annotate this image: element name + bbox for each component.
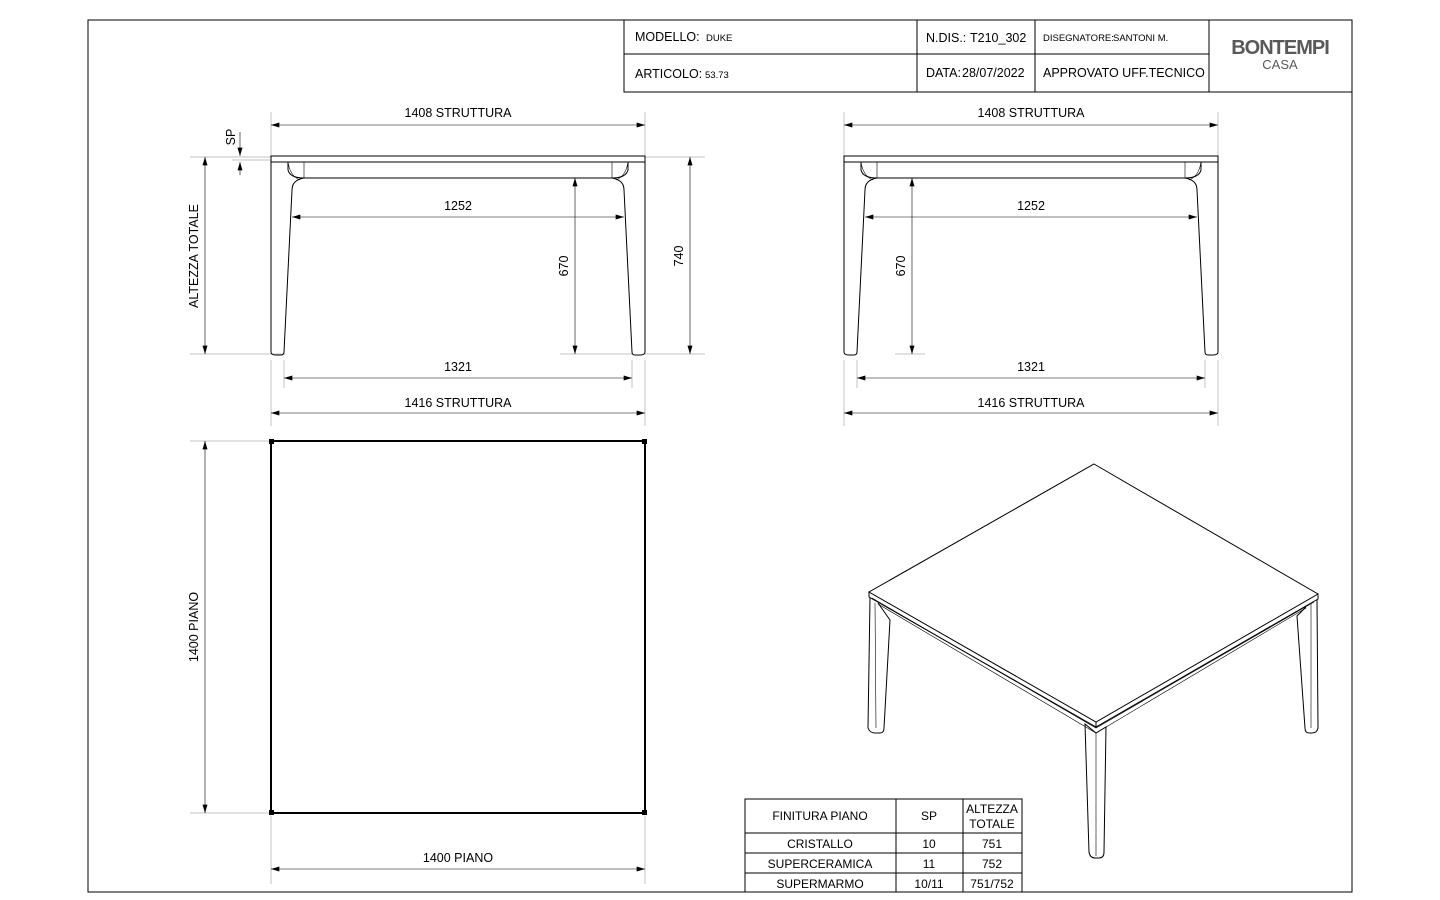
dim-sp-label: SP [224, 128, 238, 146]
table-header-height-2: TOTALE [969, 817, 1015, 831]
approvato-label: APPROVATO UFF.TECNICO [1043, 66, 1205, 80]
dim-side-inner-width: 1252 [1017, 199, 1045, 213]
dim-front-width-bottom: 1416 STRUTTURA [404, 396, 512, 410]
dim-plan-width: 1400 PIANO [422, 851, 494, 865]
articolo-label: ARTICOLO: [635, 67, 703, 81]
iso-leg-left [868, 598, 890, 733]
iso-leg-front [1085, 724, 1106, 858]
sheet-frame [88, 20, 1352, 892]
data-label: DATA: [926, 66, 961, 80]
dim-front-height: 740 [672, 245, 686, 267]
tabletop-edge-side [844, 156, 1218, 162]
tabletop-edge [271, 156, 645, 162]
dim-side-width-bottom: 1416 STRUTTURA [977, 396, 1085, 410]
dim-plan-depth: 1400 PIANO [187, 591, 201, 663]
table-cell: 751 [981, 837, 1003, 851]
finish-table [745, 799, 1022, 892]
dim-side-height-inner: 670 [894, 255, 908, 277]
brand-logo-sub: CASA [1262, 57, 1298, 72]
dim-side-leg-span: 1321 [1017, 360, 1045, 374]
leg-right-side [1185, 162, 1218, 355]
table-header-finish: FINITURA PIANO [772, 809, 868, 823]
dim-side-width-top: 1408 STRUTTURA [977, 106, 1085, 120]
dim-front-height-inner: 670 [557, 255, 571, 277]
table-cell: SUPERMARMO [776, 877, 864, 891]
ndis-label: N.DIS.: [926, 31, 967, 45]
leg-left-side [844, 162, 877, 355]
table-cell: 11 [922, 857, 936, 871]
articolo-value: 53.73 [705, 70, 729, 81]
tabletop-plan [271, 441, 645, 813]
table-cell: 10 [922, 837, 936, 851]
front-elevation-view [187, 106, 705, 426]
dim-front-leg-span: 1321 [444, 360, 472, 374]
modello-label: MODELLO: [635, 30, 700, 44]
data-value: 28/07/2022 [962, 66, 1025, 80]
dim-front-inner-width: 1252 [444, 199, 472, 213]
iso-leg-right [1297, 600, 1318, 733]
apron-side [861, 162, 1201, 178]
dim-total-height-label: ALTEZZA TOTALE [187, 204, 201, 308]
plan-view [187, 439, 647, 884]
table-cell: SUPERCERAMICA [767, 857, 873, 871]
disegnatore-label: DISEGNATORE: [1043, 33, 1114, 44]
table-cell: CRISTALLO [787, 837, 853, 851]
leg-left [271, 162, 304, 355]
leg-right [612, 162, 645, 355]
table-cell: 10/11 [914, 877, 944, 891]
apron [288, 162, 628, 178]
ndis-value: T210_302 [970, 31, 1027, 45]
side-elevation-view [844, 106, 1218, 426]
table-cell: 752 [981, 857, 1003, 871]
modello-value: DUKE [706, 33, 733, 44]
brand-logo: BONTEMPI [1231, 37, 1329, 59]
table-header-height-1: ALTEZZA [966, 802, 1018, 816]
table-cell: 751/752 [970, 877, 1014, 891]
table-header-sp: SP [920, 809, 938, 823]
iso-tabletop [869, 464, 1318, 722]
disegnatore-value: SANTONI M. [1113, 33, 1169, 44]
title-block [624, 20, 1352, 92]
dim-front-width-top: 1408 STRUTTURA [404, 106, 512, 120]
